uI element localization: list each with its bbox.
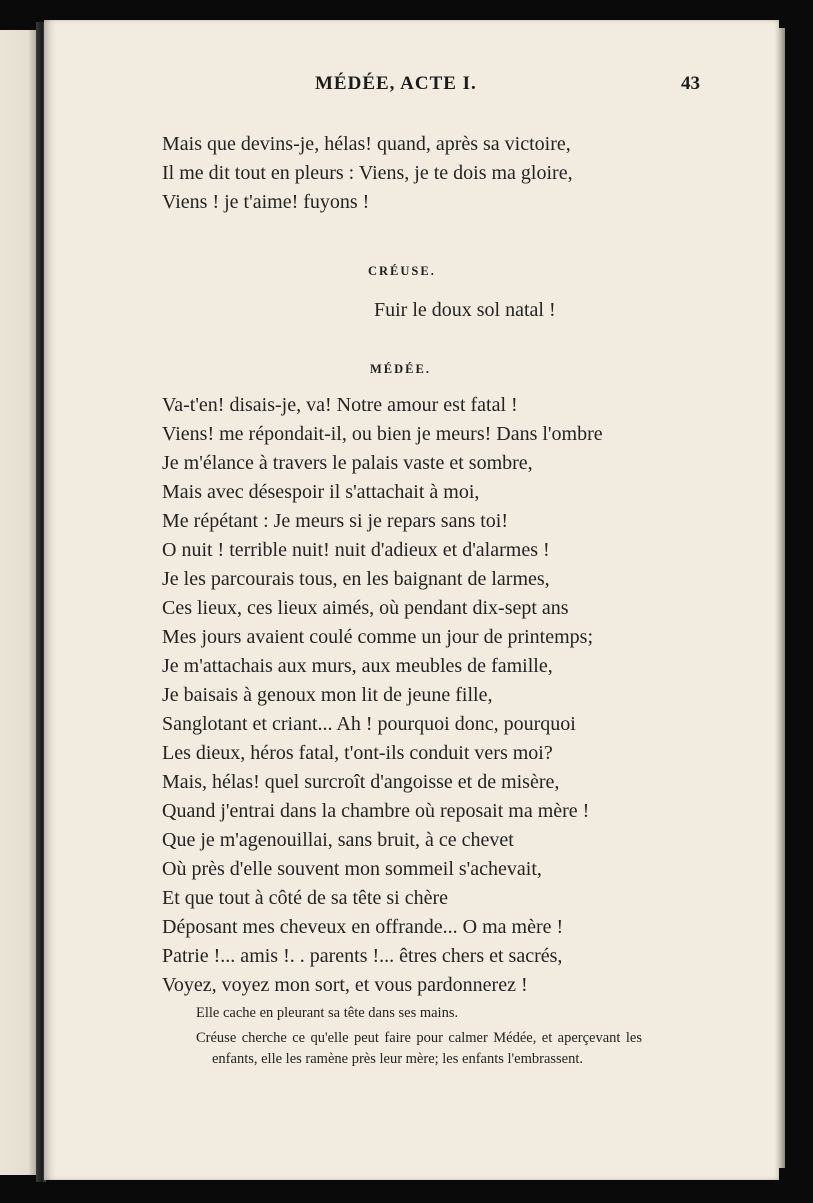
verse-line: Mais que devins-je, hélas! quand, après sa victoire, — [162, 133, 571, 155]
speaker-name: MÉDÉE. — [370, 362, 431, 376]
facing-page-edge — [0, 30, 40, 1175]
verse-line: Va-t'en! disais-je, va! Notre amour est fatal ! — [162, 394, 518, 416]
verse-line: Mes jours avaient coulé comme un jour de printemps; — [162, 626, 594, 648]
running-head: MÉDÉE, ACTE I. — [315, 73, 477, 94]
verse-line: Et que tout à côté de sa tête si chère — [162, 887, 448, 909]
stage-direction: Créuse cherche ce qu'elle peut faire pour calmer Médée, et aperçevant les enfants, elle les ramène près leur mère; les enfants l'embrassent. — [196, 1030, 642, 1067]
verse-line: Je baisais à genoux mon lit de jeune fille, — [162, 684, 493, 706]
verse-line: Voyez, voyez mon sort, et vous pardonnerez ! — [162, 974, 528, 996]
page-fore-edge — [779, 28, 785, 1168]
verse-line: Quand j'entrai dans la chambre où reposait ma mère ! — [162, 800, 590, 822]
verse-line: Mais, hélas! quel surcroît d'angoisse et de misère, — [162, 771, 560, 793]
verse-line: O nuit ! terrible nuit! nuit d'adieux et d'alarmes ! — [162, 539, 550, 561]
verse-line: Je les parcourais tous, en les baignant de larmes, — [162, 568, 550, 590]
verse-line: Je m'attachais aux murs, aux meubles de famille, — [162, 655, 553, 677]
verse-line: Viens ! je t'aime! fuyons ! — [162, 191, 370, 213]
verse-line: Que je m'agenouillai, sans bruit, à ce chevet — [162, 829, 514, 851]
verse-line: Les dieux, héros fatal, t'ont-ils conduit vers moi? — [162, 742, 553, 764]
verse-line: Déposant mes cheveux en offrande... O ma mère ! — [162, 916, 564, 938]
verse-line: Sanglotant et criant... Ah ! pourquoi donc, pourquoi — [162, 713, 576, 735]
page-header — [120, 70, 700, 104]
stage-directions — [196, 1003, 642, 1070]
verse-line: Viens! me répondait-il, ou bien je meurs! Dans l'ombre — [162, 423, 603, 445]
speaker-name: CRÉUSE. — [368, 264, 436, 278]
verse-line: Je m'élance à travers le palais vaste et sombre, — [162, 452, 533, 474]
verse-line: Ces lieux, ces lieux aimés, où pendant dix-sept ans — [162, 597, 569, 619]
verse-line: Où près d'elle souvent mon sommeil s'achevait, — [162, 858, 542, 880]
page-number: 43 — [681, 73, 700, 94]
verse-line: Me répétant : Je meurs si je repars sans toi! — [162, 510, 509, 532]
verse-line: Fuir le doux sol natal ! — [374, 299, 556, 321]
verse-line: Il me dit tout en pleurs : Viens, je te dois ma gloire, — [162, 162, 573, 184]
verse-line: Mais avec désespoir il s'attachait à moi, — [162, 481, 480, 503]
stage-direction: Elle cache en pleurant sa tête dans ses mains. — [196, 1005, 459, 1021]
verse-line: Patrie !... amis !. . parents !... êtres chers et sacrés, — [162, 945, 563, 967]
